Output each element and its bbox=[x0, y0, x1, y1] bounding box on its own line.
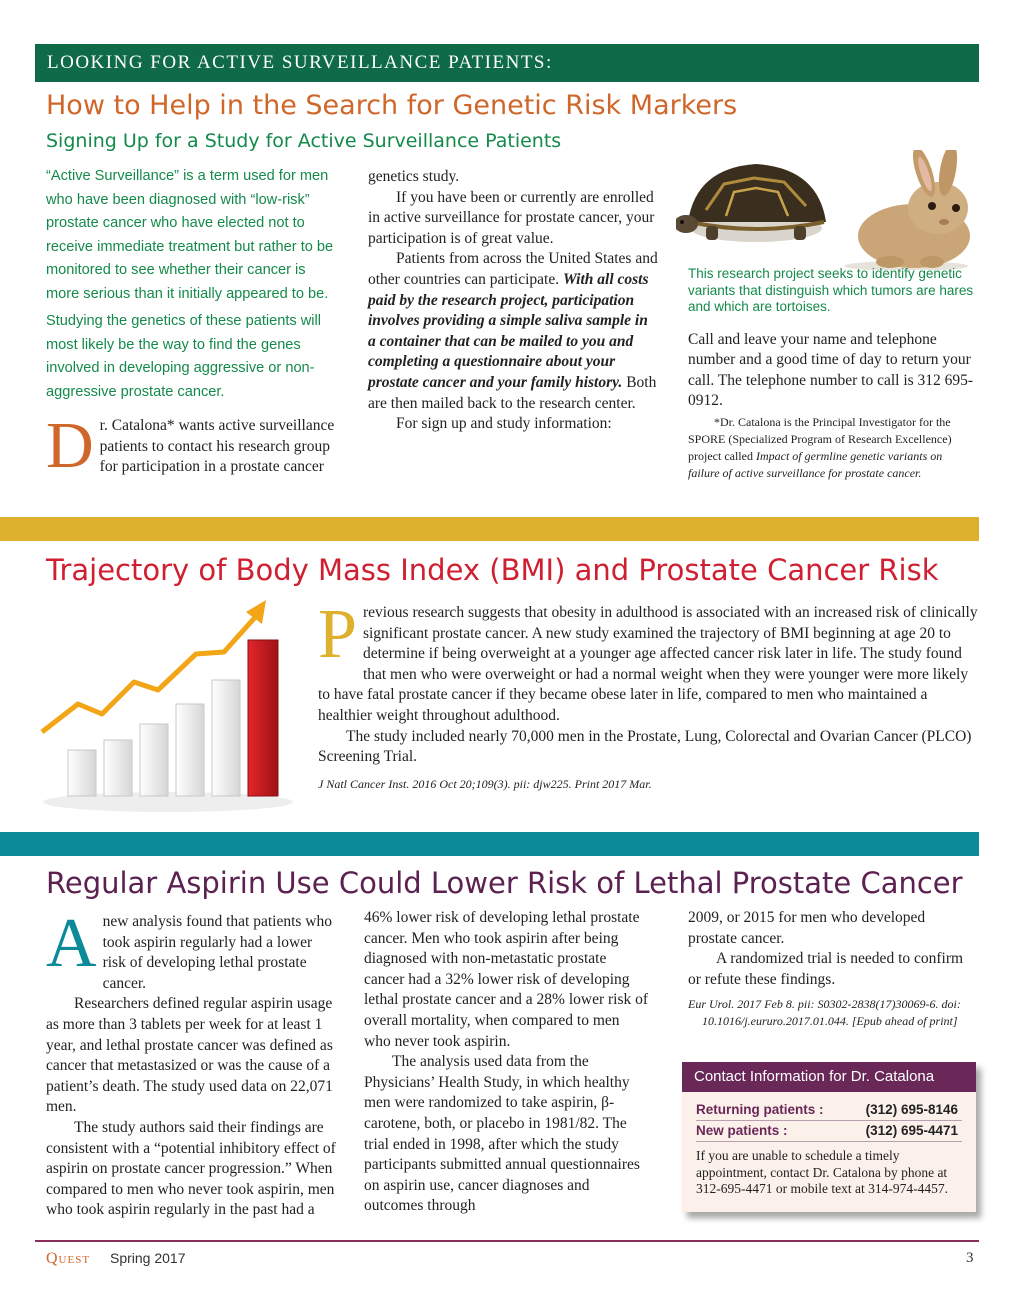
contact-note: If you are unable to schedule a timely appointment, contact Dr. Catalona by phone at 312-695-4471 or mobile text at 314-974-4457. bbox=[696, 1148, 948, 1196]
footnote-text: *Dr. Catalona is the Principal Investigator for the SPORE (Specialized Program of Research Excellence) project called bbox=[688, 414, 952, 463]
article1-intro-text: r. Catalona* wants active surveillance patients to contact his research group for participation in a prostate cancer bbox=[99, 417, 335, 476]
article1-column-3 bbox=[688, 266, 974, 482]
dropcap-a: A bbox=[46, 905, 97, 982]
returning-patients-label: Returning patients : bbox=[696, 1102, 824, 1117]
article3-paragraph-1-text: new analysis found that patients who took aspirin regularly had a lower risk of developing lethal prostate cancer. bbox=[102, 913, 333, 992]
article3-column-2 bbox=[364, 908, 650, 1217]
article2-body bbox=[318, 596, 978, 794]
footnote-project-title: Impact of germline genetic variants on failure of active surveillance for prostate cancer. bbox=[688, 448, 943, 480]
bar-chart-growth-image bbox=[38, 592, 308, 822]
article3-paragraph-1 bbox=[46, 905, 336, 994]
col2-p3-start: Patients from across the United States and other countries can participate. bbox=[368, 250, 658, 288]
hare-icon bbox=[844, 150, 970, 270]
col2-p3-emphasis: With all costs paid by the research project, participation involves providing a simple saliva sample in a container that can be mailed to you and completing a questionnaire about your prostate cancer and your family history. bbox=[368, 270, 649, 391]
col2-paragraph-4: For sign up and study information: bbox=[396, 415, 612, 433]
article2-paragraph-1 bbox=[318, 596, 978, 727]
article2-citation: J Natl Cancer Inst. 2016 Oct 20;109(3). pii: djw225. Print 2017 Mar. bbox=[318, 776, 652, 791]
article1-intro bbox=[46, 409, 342, 482]
article3-title: Regular Aspirin Use Could Lower Risk of Lethal Prostate Cancer bbox=[46, 866, 963, 900]
gold-divider-bar bbox=[0, 517, 979, 541]
sidebar-paragraph-1: “Active Surveillance” is a term used for men who have been diagnosed with “low-risk” prostate cancer who have elected not to receive immediate treatment but rather to be monitored to see whether their cancer is more serious than it initially appeared to be. bbox=[46, 168, 334, 302]
new-patients-phone[interactable]: (312) 695-4471 bbox=[865, 1123, 958, 1138]
footer-issue: Spring 2017 bbox=[110, 1250, 186, 1266]
article1-title: How to Help in the Search for Genetic Risk Markers bbox=[46, 90, 738, 121]
footer-brand: Quest bbox=[46, 1250, 91, 1267]
col2-paragraph-2: If you have been or currently are enrolled in active surveillance for prostate cancer, your participation is of great value. bbox=[368, 188, 655, 247]
footnote bbox=[688, 414, 974, 482]
col2-p3-end: Both are then mailed back to the research center. bbox=[368, 373, 657, 412]
dropcap-p: P bbox=[318, 596, 357, 673]
returning-patients-phone[interactable]: (312) 695-8146 bbox=[865, 1102, 958, 1117]
growth-bars bbox=[68, 640, 278, 796]
col2-paragraph-1: genetics study. bbox=[368, 168, 460, 185]
article2-paragraph-2: The study included nearly 70,000 men in the Prostate, Lung, Colorectal and Ovarian Cancer (PLCO) Screening Trial. bbox=[318, 727, 972, 766]
article1-column-2 bbox=[368, 167, 658, 435]
article1-subtitle: Signing Up for a Study for Active Surveillance Patients bbox=[46, 130, 562, 152]
article3-paragraph-6: 2009, or 2015 for men who developed prostate cancer. bbox=[688, 909, 926, 947]
article3-citation: Eur Urol. 2017 Feb 8. pii: S0302-2838(17)30069-6. doi: 10.1016/j.eururo.2017.01.044. [Epub ahead of print] bbox=[688, 997, 961, 1029]
returning-patients-row bbox=[682, 1100, 976, 1120]
new-patients-label: New patients : bbox=[696, 1123, 788, 1138]
article2-paragraph-1-text: revious research suggests that obesity in adulthood is associated with an increased risk of clinically significant prostate cancer. A new study examined the trajectory of BMI beginning at age 20 to determine if being overweight at a younger age affected cancer risk later in life. The study found that men who were overweight or had a normal weight when they were younger were more likely to have fatal prostate cancer if they became obese later in life, compared to men who maintained a healthier weight throughout adulthood. bbox=[318, 604, 978, 724]
article2-title: Trajectory of Body Mass Index (BMI) and Prostate Cancer Risk bbox=[46, 553, 939, 587]
dropcap-d: D bbox=[46, 409, 94, 482]
page-number: 3 bbox=[966, 1250, 974, 1266]
teal-divider-bar bbox=[0, 832, 979, 856]
footer-divider bbox=[35, 1240, 979, 1242]
article3-column-3 bbox=[688, 908, 976, 1030]
article3-paragraph-3: The study authors said their findings are consistent with a “potential inhibitory effect of aspirin on prostate cancer progression.” When compared to men who never took aspirin, men who took aspirin regularly in the past had a bbox=[46, 1118, 336, 1219]
article3-paragraph-7: A randomized trial is needed to confirm or refute these findings. bbox=[688, 950, 964, 988]
article1-column-1 bbox=[46, 165, 342, 482]
sidebar-paragraph-2: Studying the genetics of these patients will most likely be the way to find the genes involved in developing aggressive or non-aggressive prostate cancer. bbox=[46, 313, 322, 400]
image-caption: This research project seeks to identify genetic variants that distinguish which tumors are hares and which are tortoises. bbox=[688, 266, 974, 314]
article3-paragraph-5: The analysis used data from the Physicians’ Health Study, in which healthy men were randomized to take aspirin, β-carotene, both, or placebo in 1981/82. The trial ended in 1998, after which the study participants submitted annual questionnaires on aspirin use, cancer diagnoses and outcomes through bbox=[364, 1053, 640, 1215]
col3-paragraph-1: Call and leave your name and telephone number and a good time of day to return your call. The telephone number to call is 312 695-0912. bbox=[688, 330, 974, 410]
article3-column-1 bbox=[46, 905, 336, 1221]
article3-paragraph-2: Researchers defined regular aspirin usage as more than 3 tablets per week for at least 1 year, and lethal prostate cancer was defined as cancer that metastasized or was the cause of a patient’s death. The study used data on 22,071 men. bbox=[46, 995, 333, 1116]
col2-paragraph-3 bbox=[368, 249, 658, 414]
contact-box-title: Contact Information for Dr. Catalona bbox=[682, 1062, 976, 1092]
contact-info-box bbox=[682, 1062, 976, 1212]
tortoise-icon bbox=[676, 164, 826, 242]
new-patients-row bbox=[682, 1121, 976, 1141]
article3-paragraph-4: 46% lower risk of developing lethal prostate cancer. Men who took aspirin after being diagnosed with non-metastatic prostate cancer had a 32% lower risk of developing lethal prostate cancer and a 28% lower risk of overall mortality, when compared to men who never took aspirin. bbox=[364, 909, 649, 1050]
tortoise-and-hare-image bbox=[676, 150, 976, 270]
section-banner: LOOKING FOR ACTIVE SURVEILLANCE PATIENTS: bbox=[35, 44, 979, 82]
